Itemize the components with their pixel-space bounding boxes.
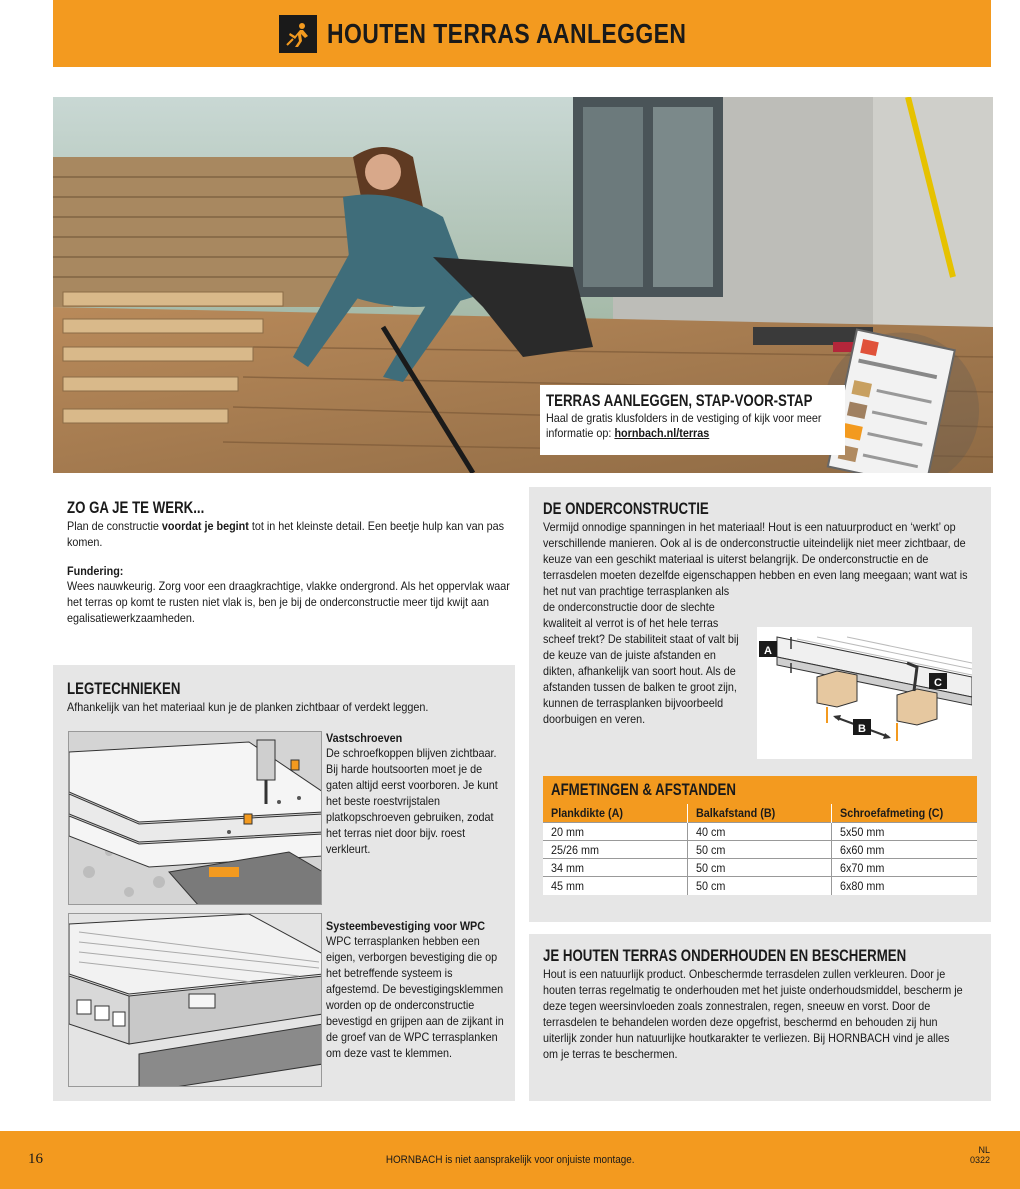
table-cell bbox=[543, 877, 687, 895]
country-code: NL bbox=[978, 1145, 990, 1155]
fundering-title: Fundering: bbox=[67, 564, 124, 578]
folder-callout-title: TERRAS AANLEGGEN, STAP-VOOR-STAP bbox=[546, 391, 813, 410]
intro-text-a: Plan de constructie bbox=[67, 519, 162, 533]
col-balkafstand-label: Balkafstand (B) bbox=[695, 806, 775, 820]
cell-value: 6x70 mm bbox=[839, 860, 884, 875]
edition-code: 0322 bbox=[969, 1155, 990, 1165]
table-row bbox=[543, 841, 977, 859]
onderconstructie-text-wide: Vermijd onnodige spanningen in het materiaal! Hout is een natuurproduct en ‘werkt’ op verschillende manieren. Ook al is de onderconstructie uiteindelijk niet meer zichtbaar, de keuze van een geschikt materiaal is uiterst belangrijk. De onderconstructie en de terrasdelen moeten dezelfde eigenschappen hebben en even lang meegaan; want wat is het nut van prachtige terrasplanken als bbox=[543, 520, 968, 598]
onderconstructie-section bbox=[529, 487, 991, 922]
folder-callout-body: Haal de gratis klusfolders in de vestiging of kijk voor meer informatie op: bbox=[546, 411, 822, 440]
wpc-illustration bbox=[68, 913, 322, 1087]
diagram-label-c: C bbox=[934, 677, 942, 689]
wpc-title: Systeembevestiging voor WPC bbox=[326, 919, 486, 933]
dimensions-table bbox=[543, 776, 977, 895]
cell-value: 40 cm bbox=[695, 824, 725, 839]
wpc-text: WPC terrasplanken hebben een eigen, verborgen bevestiging die op het betreffende systeem is afgestemd. De bevestigingsklemmen worden op de onderconstructie bevestigd en grijpen aan de zijkant in de groef van de WPC terrasplanken om deze vast te klemmen. bbox=[326, 934, 504, 1060]
hero-photo bbox=[53, 97, 993, 473]
legtechnieken-text: Afhankelijk van het materiaal kun je de planken zichtbaar of verdekt leggen. bbox=[67, 700, 429, 714]
col-plankdikte-label: Plankdikte (A) bbox=[551, 806, 624, 820]
cell-value: 6x60 mm bbox=[839, 842, 884, 857]
table-cell bbox=[543, 841, 687, 859]
col-plankdikte bbox=[543, 804, 687, 823]
cell-value: 6x80 mm bbox=[839, 878, 884, 893]
table-cell bbox=[543, 823, 687, 841]
diagram-label-b: B bbox=[858, 723, 866, 735]
table-row bbox=[543, 823, 977, 841]
cell-value: 34 mm bbox=[551, 860, 585, 875]
terras-link[interactable]: hornbach.nl/terras bbox=[614, 426, 710, 440]
intro-text bbox=[67, 518, 517, 550]
dimensions-table-title: AFMETINGEN & AFSTANDEN bbox=[551, 780, 736, 799]
table-cell bbox=[831, 823, 977, 841]
legtechnieken-section bbox=[53, 665, 515, 1101]
screw-description bbox=[326, 731, 526, 857]
intro-text-b: tot in het kleinste detail. Een beetje hulp kan van pas komen. bbox=[67, 519, 505, 549]
table-cell bbox=[687, 877, 831, 895]
table-cell bbox=[831, 859, 977, 877]
legtechnieken-title: LEGTECHNIEKEN bbox=[67, 679, 181, 698]
onderhoud-title: JE HOUTEN TERRAS ONDERHOUDEN EN BESCHERMEN bbox=[543, 946, 907, 965]
col-schroefafmeting bbox=[831, 804, 977, 823]
screw-title: Vastschroeven bbox=[326, 731, 403, 745]
col-balkafstand bbox=[687, 804, 831, 823]
folder-callout bbox=[540, 385, 845, 455]
intro-title: ZO GA JE TE WERK... bbox=[67, 498, 205, 517]
table-cell bbox=[543, 859, 687, 877]
footer-code bbox=[970, 1145, 990, 1165]
cell-value: 5x50 mm bbox=[839, 824, 884, 839]
worker-icon bbox=[279, 15, 317, 53]
table-cell bbox=[687, 841, 831, 859]
intro-section bbox=[53, 478, 515, 626]
table-header-row bbox=[543, 804, 977, 823]
folder-callout-text bbox=[546, 411, 834, 441]
onderconstructie-text-narrow: de onderconstructie door de slechte kwaliteit al verrot is of het hele terras scheef trekt? De stabiliteit staat of valt bij de keuze van de juiste afstanden en dikten, afhankelijk van soort hout. Als de afstanden tussen de balken te groot zijn, kunnen de terrasplanken bijvoorbeeld doorbuigen en veren. bbox=[543, 600, 739, 726]
footer-note-wrap bbox=[0, 1154, 1020, 1166]
page-footer bbox=[0, 1131, 1020, 1189]
table-row bbox=[543, 859, 977, 877]
page-title: HOUTEN TERRAS AANLEGGEN bbox=[326, 17, 687, 49]
diagram-label-a: A bbox=[764, 645, 772, 657]
screw-text: De schroefkoppen blijven zichtbaar. Bij harde houtsoorten moet je de gaten altijd eerst voorboren. Je kunt het beste roestvrijstalen platkopschroeven gebruiken, zodat het terras niet door bijv. roest verkleurt. bbox=[326, 746, 498, 856]
table-cell bbox=[687, 823, 831, 841]
dimensions-table-title-bar bbox=[543, 776, 977, 804]
screw-illustration bbox=[68, 731, 322, 905]
footer-note: HORNBACH is niet aansprakelijk voor onjuiste montage. bbox=[385, 1154, 635, 1166]
cell-value: 50 cm bbox=[695, 878, 725, 893]
fundering-text: Wees nauwkeurig. Zorg voor een draagkrachtige, vlakke ondergrond. Als het oppervlak waar het terras op komt te rusten niet vlak is, ben je bij de onderconstructie meer tijd kwijt aan egalisatiewerkzaamheden. bbox=[67, 579, 510, 625]
wpc-description bbox=[326, 919, 526, 1061]
cell-value: 45 mm bbox=[551, 878, 585, 893]
table-cell bbox=[831, 877, 977, 895]
page-header bbox=[53, 0, 991, 67]
table-row bbox=[543, 877, 977, 895]
cell-value: 50 cm bbox=[695, 860, 725, 875]
onderhoud-section bbox=[529, 934, 991, 1101]
col-schroefafmeting-label: Schroefafmeting (C) bbox=[839, 806, 943, 820]
page-number: 16 bbox=[28, 1151, 43, 1167]
cell-value: 25/26 mm bbox=[551, 842, 600, 857]
cell-value: 20 mm bbox=[551, 824, 585, 839]
onderhoud-text: Hout is een natuurlijk product. Onbeschermde terrasdelen zullen verkleuren. Door je houten terras regelmatig te onderhouden met het juiste onderhoudsmiddel, bescherm je deze tegen weersinvloeden zoals zonnestralen, regen, sneeuw en vorst. Door de terrasdelen te behandelen worden deze opgefrist, beschermd en behouden zij hun uiterlijk zonder hun natuurlijke houtkarakter te verliezen. Bij HORNBACH vind je alles om je terras te beschermen. bbox=[543, 967, 963, 1061]
intro-text-bold: voordat je begint bbox=[161, 519, 249, 533]
cell-value: 50 cm bbox=[695, 842, 725, 857]
table-cell bbox=[831, 841, 977, 859]
table-cell bbox=[687, 859, 831, 877]
onderconstructie-title: DE ONDERCONSTRUCTIE bbox=[543, 499, 709, 518]
construction-diagram bbox=[757, 627, 972, 759]
